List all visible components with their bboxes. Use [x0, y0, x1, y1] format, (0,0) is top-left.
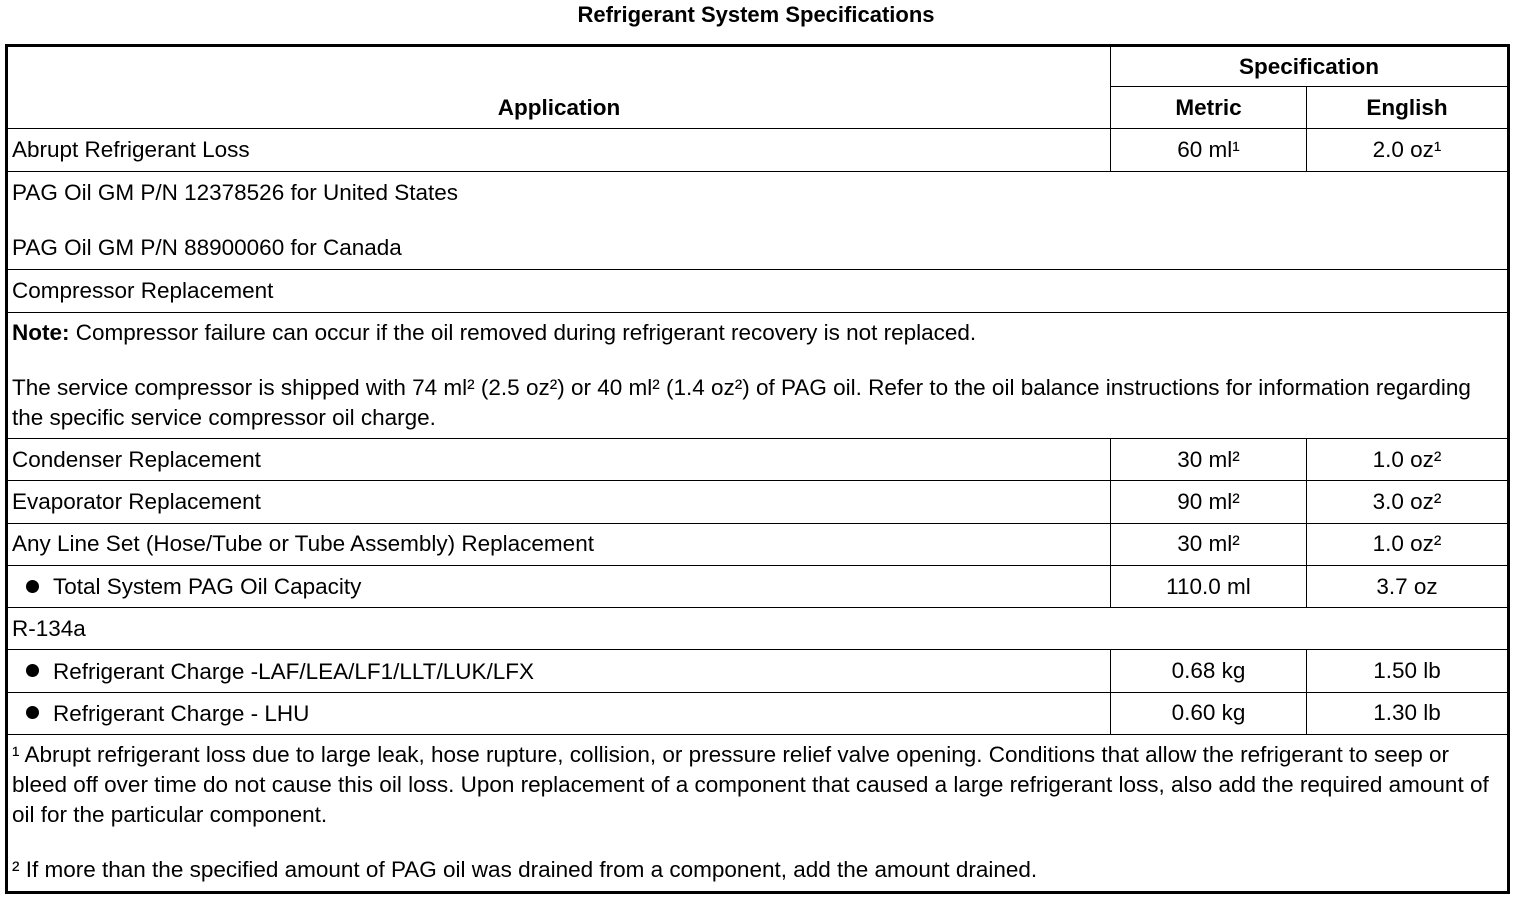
footnote-2: ² If more than the specified amount of PAG oil was drained from a component, add the amount drained. — [12, 857, 1038, 883]
row-label: Refrigerant Charge - LHU — [53, 700, 310, 726]
row-charge-laf — [7, 650, 1509, 692]
header-english: English — [1307, 87, 1509, 129]
row-label: R-134a — [7, 608, 1509, 650]
row-condenser — [7, 439, 1509, 481]
bullet-icon — [26, 664, 39, 677]
pag-oil-us: PAG Oil GM P/N 12378526 for United States — [12, 179, 459, 205]
row-total-pag — [7, 565, 1509, 607]
metric-value: 30 ml² — [1111, 439, 1307, 481]
metric-value: 90 ml² — [1111, 481, 1307, 523]
row-line-set — [7, 523, 1509, 565]
row-note — [7, 312, 1509, 439]
english-value: 3.7 oz — [1307, 565, 1509, 607]
pag-oil-cell — [7, 171, 1509, 270]
english-value: 1.0 oz² — [1307, 439, 1509, 481]
row-abrupt-loss — [7, 129, 1509, 171]
bulleted-label-cell — [7, 692, 1111, 734]
note-cell — [7, 312, 1509, 439]
english-value: 1.30 lb — [1307, 692, 1509, 734]
row-evaporator — [7, 481, 1509, 523]
pag-oil-canada: PAG Oil GM P/N 88900060 for Canada — [12, 234, 402, 260]
metric-value: 110.0 ml — [1111, 565, 1307, 607]
header-specification: Specification — [1111, 46, 1509, 87]
service-compressor-paragraph: The service compressor is shipped with 74 ml² (2.5 oz²) or 40 ml² (1.4 oz²) of PAG oil. Refer to the oil balance instructions for information regarding the specific service compressor oil charge. — [12, 374, 1471, 430]
row-pag-oil — [7, 171, 1509, 270]
bulleted-label-cell — [7, 565, 1111, 607]
row-label: Refrigerant Charge -LAF/LEA/LF1/LLT/LUK/LFX — [53, 658, 535, 684]
page-title: Refrigerant System Specifications — [577, 2, 935, 27]
metric-value: 0.68 kg — [1111, 650, 1307, 692]
bullet-icon — [26, 580, 39, 593]
english-value: 1.0 oz² — [1307, 523, 1509, 565]
bullet-icon — [26, 706, 39, 719]
row-label: Condenser Replacement — [7, 439, 1111, 481]
row-label: Compressor Replacement — [7, 270, 1509, 312]
row-refrigerant — [7, 608, 1509, 650]
note-text: Compressor failure can occur if the oil removed during refrigerant recovery is not replaced. — [69, 319, 977, 345]
header-metric: Metric — [1111, 87, 1307, 129]
header-application: Application — [7, 46, 1111, 129]
metric-value: 30 ml² — [1111, 523, 1307, 565]
row-charge-lhu — [7, 692, 1509, 734]
english-value: 2.0 oz¹ — [1307, 129, 1509, 171]
footnote-1: ¹ Abrupt refrigerant loss due to large leak, hose rupture, collision, or pressure relief valve opening. Conditions that allow the refrigerant to seep or bleed off over time do not cause this oil loss. Upon replacement of a component that caused a large refrigerant loss, also add the required amount of oil for the particular component. — [12, 742, 1489, 828]
row-compressor — [7, 270, 1509, 312]
english-value: 1.50 lb — [1307, 650, 1509, 692]
footnotes-cell — [7, 734, 1509, 892]
row-label: Evaporator Replacement — [7, 481, 1111, 523]
row-label: Total System PAG Oil Capacity — [53, 574, 362, 600]
bulleted-label-cell — [7, 650, 1111, 692]
metric-value: 60 ml¹ — [1111, 129, 1307, 171]
row-label: Any Line Set (Hose/Tube or Tube Assembly) Replacement — [7, 523, 1111, 565]
row-footnotes — [7, 734, 1509, 892]
note-prefix: Note: — [12, 319, 70, 345]
header-row-1 — [7, 46, 1509, 87]
note-paragraph — [12, 318, 1503, 348]
metric-value: 0.60 kg — [1111, 692, 1307, 734]
row-label: Abrupt Refrigerant Loss — [7, 129, 1111, 171]
english-value: 3.0 oz² — [1307, 481, 1509, 523]
spec-table — [5, 44, 1510, 894]
